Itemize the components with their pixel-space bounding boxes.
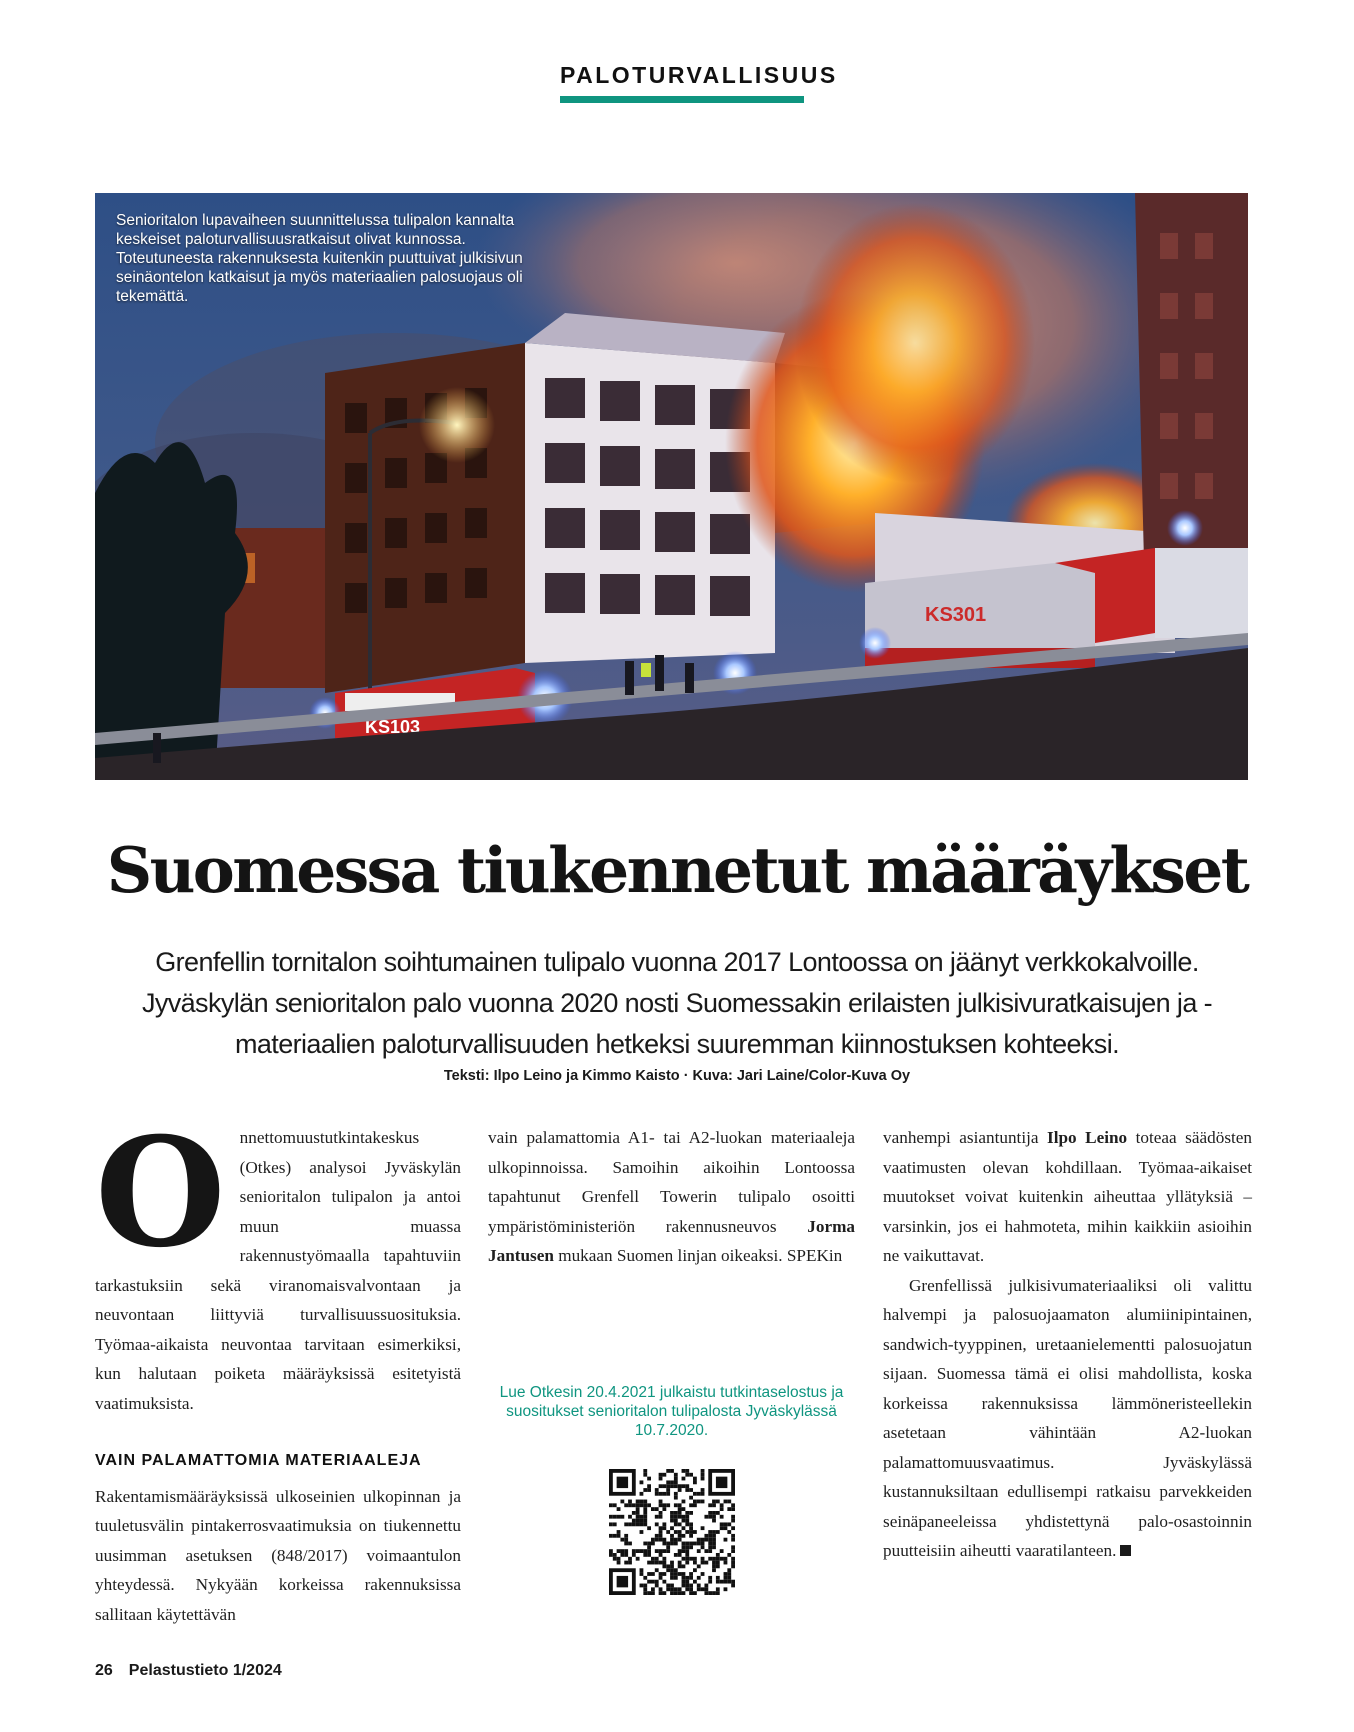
- page-footer: [95, 1662, 282, 1680]
- lead-paragraph: Grenfellin tornitalon soihtumainen tulipalo vuonna 2017 Lontoossa on jäänyt verkkokalvoille. Jyväskylän senioritalon palo vuonna 2020 nosti Suomessakin erilaisten julkisivuratkaisujen ja -materiaalien paloturvallisuuden hetkeksi suuremman kiinnostuksen kohteeksi.: [141, 947, 1213, 1059]
- text-column-2: [488, 1123, 855, 1271]
- page-number: 26: [95, 1662, 113, 1679]
- col1-paragraph-2: Rakentamismääräyksissä ulkoseinien ulkopinnan ja tuuletusvälin pintakerrosvaatimuksia on tiukennettu uusimman asetuksen (848/2017) voimaantulon yhteydessä. Nykyään korkeissa rakennuksissa sallitaan käytettävän: [95, 1486, 461, 1624]
- col3-paragraph-2: Grenfellissä julkisivumateriaaliksi oli valittu halvempi ja palosuojaamaton alumiinipintainen, sandwich-tyyppinen, uretaanielementti palosuojatun sijaan. Suomessa tämä ei olisi mahdollista, koska korkeissa rakennuksissa lämmöneristeellekin asetetaan vähintään A2-luokan palamattomuusvaatimus. Jyväskylässä kustannuksiltaan edullisempi ratkaisu parvekkeiden seinäpaneeleissa yhdistettynä palo-osastoinnin puutteisiin aiheutti vaaratilanteen.: [883, 1275, 1252, 1560]
- qr-code[interactable]: [609, 1469, 735, 1595]
- person-name-jantunen: Jorma Jantusen: [488, 1216, 855, 1265]
- section-underline: [560, 96, 804, 103]
- truck-label-2: KS103: [365, 717, 421, 737]
- col3-paragraph-1: vanhempi asiantuntija Ilpo Leino toteaa säädösten vaatimusten olevan kohdillaan. Työmaa-aikaiset muutokset voivat kuitenkin aiheuttaa yllätyksiä – varsinkin, jos ei hahmoteta, mihin kaikkiin asioihin ne vaikuttavat.: [883, 1128, 1252, 1265]
- headline: Suomessa tiukennetut määräykset: [106, 833, 1248, 907]
- photo-caption: Senioritalon lupavaiheen suunnittelussa tulipalon kannalta keskeiset paloturvallisuusratkaisut olivat kunnossa. Toteutuneesta rakennuksesta kuitenkin puuttuivat julkisivun seinäontelon katkaisut ja myös materiaalien palosuojaus oli tekemättä.: [116, 212, 523, 305]
- end-of-article-mark: [1120, 1545, 1131, 1556]
- qr-code-icon: [609, 1469, 735, 1595]
- person-name-leino: Ilpo Leino: [1047, 1128, 1128, 1147]
- text-column-3: [883, 1123, 1252, 1566]
- byline-credits: Teksti: Ilpo Leino ja Kimmo Kaisto · Kuva: Jari Laine/Color-Kuva Oy: [443, 1068, 911, 1084]
- col1-paragraph-1: nnettomuustutkintakeskus (Otkes) analysoi Jyväskylän senioritalon tulipalon ja antoi muun muassa rakennustyömaalla tapahtuviin tarkastuksiin sekä viranomaisvalvontaan ja neuvontaan liittyviä turvallisuussuosituksia. Työmaa-aikaista neuvontaa tarvitaan esimerkiksi, kun halutaan poiketa määräyksissä esitetyistä vaatimuksista.: [95, 1128, 461, 1413]
- text-column-1: [95, 1105, 461, 1629]
- subheading: VAIN PALAMATTOMIA MATERIAALEJA: [95, 1452, 422, 1469]
- col2-paragraph-1: vain palamattomia A1- tai A2-luokan materiaaleja ulkopinnoissa. Samoihin aikoihin Lontoossa tapahtunut Grenfell Towerin tulipalo osoitti ympäristöministeriön rakennusneuvos Jorma Jantusen mukaan Suomen linjan oikeaksi. SPEKin: [488, 1128, 855, 1265]
- truck-label-1: KS301: [925, 604, 987, 626]
- section-label: PALOTURVALLISUUS: [560, 62, 838, 88]
- fire-photo: [95, 193, 1248, 780]
- drop-cap: O: [95, 1105, 226, 1281]
- qr-callout-text: Lue Otkesin 20.4.2021 julkaistu tutkintaselostus ja suositukset senioritalon tulipalosta Jyväskylässä 10.7.2020.: [499, 1384, 844, 1439]
- publication-name: Pelastustieto 1/2024: [128, 1662, 282, 1679]
